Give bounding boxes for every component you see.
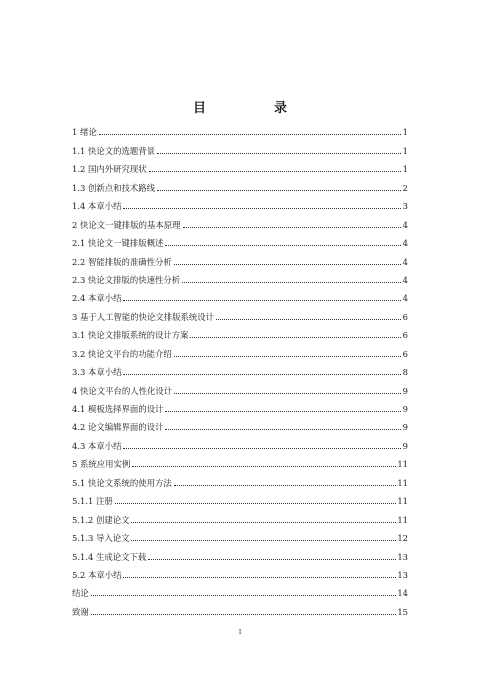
dot-leader xyxy=(216,319,401,320)
dot-leader xyxy=(131,540,396,541)
toc-entry-page-number: 6 xyxy=(402,348,408,359)
dot-leader xyxy=(149,171,401,172)
toc-entry-page-number: 9 xyxy=(402,385,408,396)
dot-leader xyxy=(174,356,401,357)
toc-entry-page-number: 2 xyxy=(402,182,408,193)
toc-entry[interactable] xyxy=(72,396,408,414)
dot-leader xyxy=(123,208,401,209)
toc-entry[interactable] xyxy=(72,488,408,506)
toc-entry[interactable] xyxy=(72,562,408,580)
dot-leader xyxy=(165,245,401,246)
toc-entry-page-number: 11 xyxy=(397,514,408,525)
toc-entry-title: 5.1.2 创建论文 xyxy=(72,514,130,525)
dot-leader xyxy=(99,134,401,135)
dot-leader xyxy=(165,429,401,430)
toc-entry-page-number: 6 xyxy=(402,330,408,341)
toc-entry-title: 5.1.3 导入论文 xyxy=(72,533,130,544)
toc-entry[interactable] xyxy=(72,285,408,303)
toc-entry[interactable] xyxy=(72,506,408,524)
toc-entry[interactable] xyxy=(72,174,408,192)
toc-entry[interactable] xyxy=(72,248,408,266)
toc-entry[interactable] xyxy=(72,211,408,229)
toc-entry-page-number: 15 xyxy=(397,606,408,617)
toc-entry[interactable] xyxy=(72,525,408,543)
page-title: 目 录 xyxy=(192,101,301,116)
dot-leader xyxy=(182,282,401,283)
dot-leader xyxy=(165,411,401,412)
toc-entry-title: 4 快论文平台的人性化设计 xyxy=(72,385,173,396)
toc-entry-title: 3.2 快论文平台的功能介绍 xyxy=(72,348,172,359)
dot-leader xyxy=(123,577,396,578)
toc-entry-title: 1.2 国内外研究现状 xyxy=(72,164,147,175)
toc-entry[interactable] xyxy=(72,598,408,616)
toc-entry-page-number: 4 xyxy=(402,274,408,285)
toc-entry-title: 4.1 模板选择界面的设计 xyxy=(72,404,164,414)
toc-entry-title: 5.1.1 注册 xyxy=(72,496,113,507)
toc-entry-page-number: 9 xyxy=(402,440,408,451)
dot-leader xyxy=(123,374,401,375)
dot-leader xyxy=(123,448,401,449)
toc-entry[interactable] xyxy=(72,137,408,155)
toc-entry-page-number: 12 xyxy=(397,533,408,544)
toc-entry-title: 3.3 本章小结 xyxy=(72,367,122,378)
toc-entry-page-number: 3 xyxy=(402,201,408,212)
toc-entry[interactable] xyxy=(72,469,408,487)
toc-entry[interactable] xyxy=(72,414,408,432)
toc-entry-title: 2.4 本章小结 xyxy=(72,293,122,304)
toc-entry-page-number: 4 xyxy=(402,219,408,230)
toc-entry-page-number: 8 xyxy=(402,367,408,378)
toc-entry-title: 2.1 快论文一键排版概述 xyxy=(72,238,164,249)
toc-entry-page-number: 1 xyxy=(402,164,408,175)
toc-entry-title: 5.1 快论文系统的使用方法 xyxy=(72,477,172,488)
toc-entry-page-number: 9 xyxy=(402,422,408,433)
toc-entry-title: 4.3 本章小结 xyxy=(72,440,122,451)
dot-leader xyxy=(115,503,397,504)
toc-entry-title: 致谢 xyxy=(72,606,89,617)
toc-entry-page-number: 4 xyxy=(402,238,408,249)
dot-leader xyxy=(157,190,401,191)
toc-entry-title: 5 系统应用实例 xyxy=(72,459,131,470)
toc-entry-page-number: 11 xyxy=(397,496,408,507)
toc-entry-page-number: 6 xyxy=(402,311,408,322)
dot-leader xyxy=(190,337,401,338)
dot-leader xyxy=(132,466,396,467)
toc-entry-page-number: 14 xyxy=(397,588,408,599)
dot-leader xyxy=(131,522,396,523)
toc-entry-title: 3 基于人工智能的快论文排版系统设计 xyxy=(72,311,214,322)
toc-entry[interactable] xyxy=(72,377,408,395)
toc-entry[interactable] xyxy=(72,322,408,340)
toc-entry[interactable] xyxy=(72,580,408,598)
toc-entry-title: 1 绪论 xyxy=(72,127,97,138)
toc-entry-title: 5.2 本章小结 xyxy=(72,569,122,580)
toc-entry[interactable] xyxy=(72,267,408,285)
toc-entry-title: 5.1.4 生成论文下载 xyxy=(72,551,147,562)
toc-entry[interactable] xyxy=(72,543,408,561)
toc-entry-page-number: 1 xyxy=(402,145,408,156)
toc-entry-title: 结论 xyxy=(72,588,89,599)
toc-entry-page-number: 4 xyxy=(402,256,408,267)
toc-entry[interactable] xyxy=(72,193,408,211)
toc-entry-title: 2 快论文一键排版的基本原理 xyxy=(72,219,181,230)
toc-entry[interactable] xyxy=(72,230,408,248)
toc-entry-page-number: 13 xyxy=(397,569,408,580)
toc-entry-title: 2.3 快论文排版的快速性分析 xyxy=(72,274,181,285)
toc-entry-title: 1.4 本章小结 xyxy=(72,201,122,212)
dot-leader xyxy=(174,485,397,486)
toc-entry-page-number: 11 xyxy=(397,477,408,488)
toc-entry-page-number: 1 xyxy=(402,127,408,138)
toc-entry-page-number: 13 xyxy=(397,551,408,562)
toc-entry-page-number: 4 xyxy=(402,293,408,304)
page-number-footer: I xyxy=(238,629,242,636)
toc-entry[interactable] xyxy=(72,340,408,358)
table-of-contents xyxy=(72,119,408,617)
toc-entry[interactable] xyxy=(72,359,408,377)
dot-leader xyxy=(91,614,397,615)
toc-entry[interactable] xyxy=(72,303,408,321)
dot-leader xyxy=(183,227,402,228)
dot-leader xyxy=(123,300,401,301)
toc-entry-title: 1.1 快论文的选题背景 xyxy=(72,145,155,156)
dot-leader xyxy=(91,595,397,596)
dot-leader xyxy=(157,153,401,154)
toc-entry[interactable] xyxy=(72,432,408,450)
dot-leader xyxy=(174,264,401,265)
dot-leader xyxy=(148,559,396,560)
toc-entry-page-number: 11 xyxy=(397,459,408,470)
toc-entry-title: 4.2 论文编辑界面的设计 xyxy=(72,422,164,433)
toc-entry[interactable] xyxy=(72,156,408,174)
toc-entry[interactable] xyxy=(72,119,408,137)
toc-entry-title: 1.3 创新点和技术路线 xyxy=(72,182,155,193)
dot-leader xyxy=(174,393,401,394)
toc-entry[interactable] xyxy=(72,451,408,469)
toc-entry-title: 2.2 智能排版的准确性分析 xyxy=(72,256,172,267)
toc-entry-page-number: 9 xyxy=(402,404,408,414)
toc-entry-title: 3.1 快论文排版系统的设计方案 xyxy=(72,330,189,341)
